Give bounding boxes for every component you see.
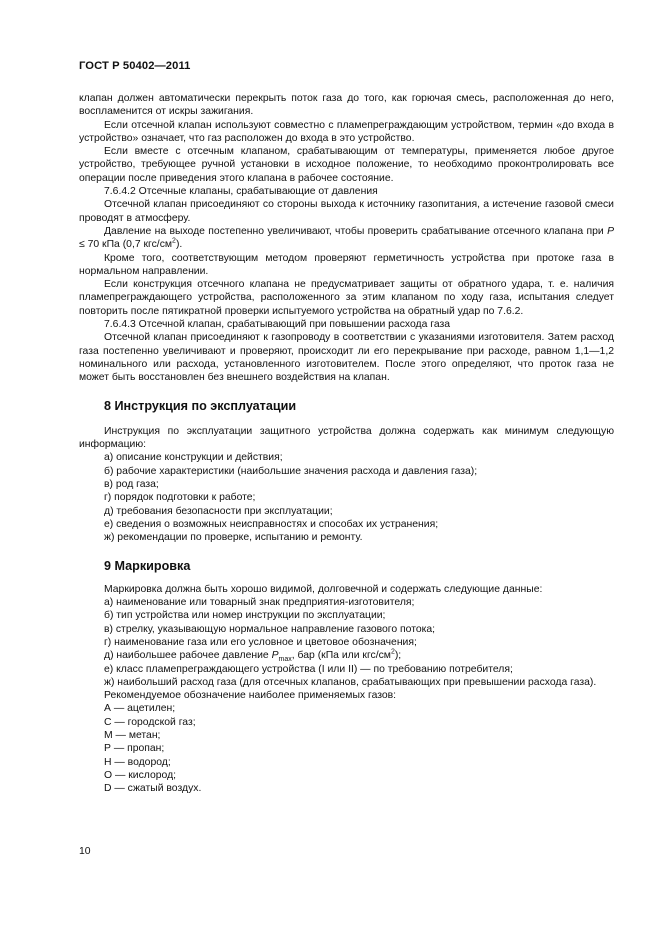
gas-item: Н — водород; [104,756,171,768]
gas-designation-intro: Рекомендуемое обозначение наиболее применяемых газов: [104,690,397,702]
list-item: а) описание конструкции и действия; [104,452,283,464]
text-fragment: , бар (кПа или кгс/см [291,650,391,662]
document-body [79,92,614,796]
gas-item: С — городской газ; [104,716,196,728]
gas-designation-list [79,702,614,795]
gas-item: О — кислород; [104,769,177,781]
text-fragment: д) наибольшее рабочее давление [104,650,272,662]
paragraph-pressure [79,225,614,252]
list-item: ж) наибольший расход газа (для отсечных клапанов, срабатывающих при превышении расхода газа). [104,676,597,688]
gas-item: Р — пропан; [104,743,165,755]
list-item: б) тип устройства или номер инструкции по эксплуатации; [104,610,386,622]
document-code-header: ГОСТ Р 50402—2011 [79,60,191,72]
list-item: в) стрелку, указывающую нормальное направление газового потока; [104,623,436,635]
superscript: 2 [390,648,395,656]
gas-item: А — ацетилен; [104,703,176,715]
paragraph: Если конструкция отсечного клапана не предусматривает защиты от обратного удара, т. е. наличия пламепреграждающего устройства, расположенного за этим клапаном по ходу газа, испытания следует повторить после пятикратной проверки испытуемого устройства на обратный удар по 7.6.2. [79,279,614,317]
paragraph: клапан должен автоматически перекрыть поток газа до того, как горючая смесь, расположенная до него, воспламенится от искры зажигания. [79,93,614,118]
section-8-intro: Инструкция по эксплуатации защитного устройства должна содержать как минимум следующую информацию: [79,425,614,451]
section-9-list [79,596,614,689]
list-item: д) требования безопасности при эксплуатации; [104,505,333,517]
list-item: г) порядок подготовки к работе; [104,492,256,504]
superscript: 2 [172,237,176,245]
list-item: в) род газа; [104,479,159,491]
list-item: е) сведения о возможных неисправностях и способах их устранения; [104,518,439,530]
paragraph: Кроме того, соответствующим методом проверяют герметичность устройства при протоке газа в нормальном направлении. [79,252,614,277]
list-item: ж) рекомендации по проверке, испытанию и ремонту. [104,532,363,544]
list-item: г) наименование газа или его условное и цветовое обозначения; [104,636,417,648]
section-9-intro: Маркировка должна быть хорошо видимой, долговечной и содержать следующие данные: [104,583,543,595]
subsection-heading: 7.6.4.2 Отсечные клапаны, срабатывающие от давления [104,186,378,198]
section-8-title: 8 Инструкция по эксплуатации [104,398,297,413]
text-fragment: Давление на выходе постепенно увеличивают, чтобы проверить срабатывание отсечного клапана при [104,225,608,237]
text-fragment: ). [175,239,183,251]
paragraph: Если отсечной клапан используют совместно с пламепреграждающим устройством, термин «до входа в устройство» означает, что газ расположен до входа в это устройство. [79,119,614,144]
gas-item: D — сжатый воздух. [104,783,202,795]
page-number: 10 [79,846,91,857]
section-9-title: 9 Маркировка [104,558,191,573]
list-item: б) рабочие характеристики (наибольшие значения расхода и давления газа); [104,465,478,477]
subsection-heading: 7.6.4.3 Отсечной клапан, срабатывающий при повышении расхода газа [104,319,451,331]
list-item: е) класс пламепреграждающего устройства (I или II) — по требованию потребителя; [104,663,513,675]
paragraph: Отсечной клапан присоединяют к газопроводу в соответствии с указаниями изготовителя. Затем расход газа постепенно увеличивают и проверяют, происходит ли его перекрывание при расходе, равном 1,1—1,2 номинального или расхода, установленного изготовителем. После этого определяют, что проток газа не может быть восстановлен без внешнего воздействия на клапан. [79,332,614,384]
list-item: а) наименование или товарный знак предприятия-изготовителя; [104,597,415,609]
text-fragment: ≤ 70 кПа (0,7 кгс/см [79,239,173,251]
paragraph: Если вместе с отсечным клапаном, срабатывающим от температуры, применяется любое другое устройство, требующее ручной установки в исходное положение, то необходимо проконтролировать все операции после приведения этого клапана в рабочее состояние. [79,146,614,184]
variable-p: P [607,225,614,237]
subscript: max [278,656,292,664]
list-item-pressure [79,649,614,662]
variable-p: P [271,650,279,662]
text-fragment: ); [394,650,402,662]
paragraph: Отсечной клапан присоединяют со стороны выхода к источнику газопитания, а истечение газовой смеси проводят в атмосферу. [79,199,614,224]
section-8-list [79,451,614,544]
gas-item: М — метан; [104,730,161,742]
